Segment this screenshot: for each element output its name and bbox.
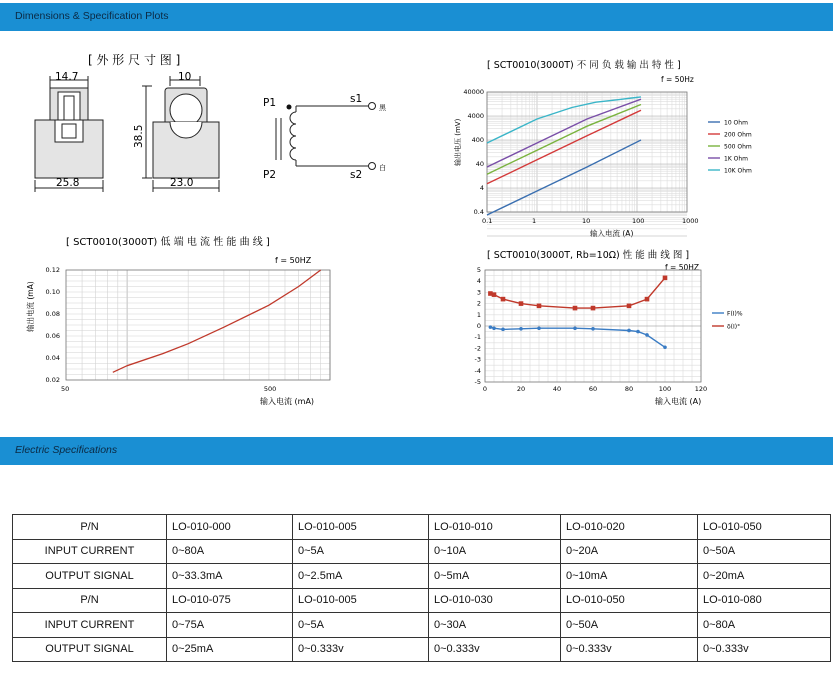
chart3-data-point xyxy=(627,304,632,309)
chart3-y-tick: -4 xyxy=(474,366,481,375)
label-s1: s1 xyxy=(350,93,363,105)
chart1-y-tick: 0.4 xyxy=(473,208,484,216)
spec-cell: 0~20mA xyxy=(698,564,831,589)
spec-row xyxy=(13,515,831,540)
chart3-data-point xyxy=(492,292,497,297)
chart3-legend-label: δ(I)° xyxy=(727,323,741,331)
chart1-y-tick: 4 xyxy=(479,184,484,192)
spec-cell: 0~25mA xyxy=(167,637,293,662)
spec-cell: LO-010-000 xyxy=(167,515,293,540)
chart2-y-tick: 0.02 xyxy=(45,376,60,384)
chart3-data-point xyxy=(537,304,542,309)
label-s2: s2 xyxy=(350,169,363,181)
chart3-data-point xyxy=(573,326,577,330)
chart1-series-line xyxy=(487,140,641,215)
spec-row xyxy=(13,564,831,589)
chart1-y-tick: 4000 xyxy=(467,112,484,120)
spec-row-label: INPUT CURRENT xyxy=(13,613,167,638)
dimensions-section-title: Dimensions & Specification Plots xyxy=(15,10,169,22)
chart1-legend-label: 500 Ohm xyxy=(724,143,752,151)
chart3-x-tick: 100 xyxy=(658,385,672,393)
chart3-x-tick: 20 xyxy=(516,385,526,393)
spec-cell: 0~80A xyxy=(698,613,831,638)
spec-cell: 0~80A xyxy=(167,539,293,564)
chart2-series-line xyxy=(113,270,321,372)
chart3-data-point xyxy=(519,301,524,306)
spec-cell: LO-010-080 xyxy=(698,588,831,613)
chart3-legend-label: F(I)% xyxy=(727,310,743,318)
spec-cell: 0~0.333v xyxy=(698,637,831,662)
label-black: 黑 xyxy=(379,104,386,112)
chart3-data-point xyxy=(645,297,650,302)
chart3-data-point xyxy=(537,326,541,330)
chart3-y-tick: -1 xyxy=(474,333,481,342)
spec-cell: 0~5A xyxy=(293,539,429,564)
spec-cell: LO-010-050 xyxy=(698,515,831,540)
label-p1: P1 xyxy=(263,97,277,109)
spec-cell: 0~2.5mA xyxy=(293,564,429,589)
chart3-x-tick: 120 xyxy=(694,385,708,393)
chart2-y-tick: 0.08 xyxy=(45,310,60,318)
chart3-y-tick: 1 xyxy=(476,310,481,319)
side-view xyxy=(35,76,103,192)
spec-cell: 0~0.333v xyxy=(561,637,698,662)
chart3-data-point xyxy=(645,333,649,337)
dim-14-7: 14.7 xyxy=(55,71,79,83)
chart1-legend-label: 10 Ohm xyxy=(724,119,748,127)
chart3-data-point xyxy=(573,306,578,311)
chart3-y-tick: 3 xyxy=(476,288,481,297)
spec-cell: 0~30A xyxy=(429,613,561,638)
chart1-legend-label: 10K Ohm xyxy=(724,167,752,175)
chart3-y-tick: 0 xyxy=(476,322,481,330)
spec-cell: LO-010-005 xyxy=(293,588,429,613)
chart1-x-tick: 1 xyxy=(532,217,537,225)
spec-cell: 0~33.3mA xyxy=(167,564,293,589)
chart2-x-tick: 50 xyxy=(61,385,70,393)
spec-cell: 0~75A xyxy=(167,613,293,638)
chart3-data-point xyxy=(663,276,668,281)
chart2-ylabel: 输出电流 (mA) xyxy=(26,281,35,332)
dim-38-5: 38.5 xyxy=(133,124,145,148)
chart3-xlabel: 输入电流 (A) xyxy=(655,397,702,406)
spec-cell: 0~5A xyxy=(293,613,429,638)
chart3-data-point xyxy=(489,325,493,329)
spec-cell: 0~0.333v xyxy=(429,637,561,662)
spec-row-label: INPUT CURRENT xyxy=(13,539,167,564)
label-white: 白 xyxy=(379,164,386,172)
spec-cell: LO-010-030 xyxy=(429,588,561,613)
chart3-x-tick: 60 xyxy=(588,385,598,393)
spec-cell: LO-010-010 xyxy=(429,515,561,540)
chart3-x-tick: 80 xyxy=(624,385,634,393)
chart3-data-point xyxy=(501,328,505,332)
chart3-y-tick: -5 xyxy=(474,378,481,386)
spec-cell: 0~10A xyxy=(429,539,561,564)
outline-title: [ 外 形 尺 寸 图 ] xyxy=(88,53,181,67)
chart1-xlabel: 输入电流 (A) xyxy=(590,229,634,238)
chart3-data-point xyxy=(492,326,496,330)
label-p2: P2 xyxy=(263,169,277,181)
chart3-y-tick: -3 xyxy=(474,355,481,364)
spec-row-label: OUTPUT SIGNAL xyxy=(13,564,167,589)
spec-cell: 0~50A xyxy=(561,613,698,638)
chart3-data-point xyxy=(591,327,595,331)
chart2-annotation: f = 50HZ xyxy=(275,256,312,265)
dim-10: 10 xyxy=(178,71,192,83)
chart3-data-point xyxy=(636,330,640,334)
dim-25-8: 25.8 xyxy=(56,177,80,189)
chart3-x-tick: 40 xyxy=(552,385,562,393)
electric-spec-table xyxy=(12,514,831,662)
chart3-data-point xyxy=(627,329,631,333)
spec-cell: LO-010-050 xyxy=(561,588,698,613)
chart3-annotation: f = 50HZ xyxy=(665,263,700,272)
spec-cell: 0~0.333v xyxy=(293,637,429,662)
dimensions-section-bar xyxy=(0,3,833,31)
chart2-x-tick: 500 xyxy=(263,385,277,393)
spec-cell: LO-010-005 xyxy=(293,515,429,540)
spec-cell: LO-010-075 xyxy=(167,588,293,613)
chart2-xlabel: 输入电流 (mA) xyxy=(260,397,315,406)
chart3-x-tick: 0 xyxy=(482,385,488,393)
chart1-annotation: f = 50Hz xyxy=(661,75,694,84)
spec-row-label: P/N xyxy=(13,588,167,613)
chart3-title: [ SCT0010(3000T, Rb=10Ω) 性 能 曲 线 图 ] xyxy=(487,250,690,261)
spec-row-label: P/N xyxy=(13,515,167,540)
electric-section-title: Electric Specifications xyxy=(15,444,118,456)
chart3-data-point xyxy=(519,327,523,331)
chart3-data-point xyxy=(663,345,667,349)
front-view xyxy=(142,76,219,192)
chart1-y-tick: 400 xyxy=(471,136,484,144)
chart3-y-tick: -2 xyxy=(474,344,481,353)
transformer-schematic xyxy=(276,103,376,170)
chart3-y-tick: 4 xyxy=(476,277,481,286)
electric-section-bar xyxy=(0,437,833,465)
chart1-legend-label: 200 Ohm xyxy=(724,131,752,139)
spec-cell: LO-010-020 xyxy=(561,515,698,540)
spec-row xyxy=(13,588,831,613)
low-current-chart xyxy=(20,228,340,413)
polarity-dot xyxy=(287,105,292,110)
chart1-y-tick: 40 xyxy=(475,160,484,168)
chart1-x-tick: 10 xyxy=(582,217,591,225)
chart2-title: [ SCT0010(3000T) 低 端 电 流 性 能 曲 线 ] xyxy=(66,237,270,248)
load-output-chart xyxy=(445,50,790,240)
chart3-y-tick: 5 xyxy=(476,266,481,274)
chart1-y-tick: 40000 xyxy=(463,88,484,96)
performance-curve-chart xyxy=(465,243,750,408)
chart1-x-tick: 100 xyxy=(632,217,645,225)
chart2-y-tick: 0.12 xyxy=(45,266,60,274)
chart1-x-tick: 0.1 xyxy=(482,217,493,225)
chart1-title: [ SCT0010(3000T) 不 同 负 载 输 出 特 性 ] xyxy=(487,60,681,71)
chart2-y-tick: 0.10 xyxy=(45,288,60,296)
spec-row-label: OUTPUT SIGNAL xyxy=(13,637,167,662)
spec-cell: 0~20A xyxy=(561,539,698,564)
dim-23-0: 23.0 xyxy=(170,177,194,189)
chart1-x-tick: 1000 xyxy=(682,217,699,225)
chart2-y-tick: 0.06 xyxy=(45,332,60,340)
spec-row xyxy=(13,539,831,564)
spec-row xyxy=(13,613,831,638)
chart3-data-point xyxy=(501,297,506,302)
chart3-data-point xyxy=(591,306,596,311)
chart1-legend-label: 1K Ohm xyxy=(724,155,749,163)
spec-row xyxy=(13,637,831,662)
chart2-y-tick: 0.04 xyxy=(45,354,60,362)
chart3-y-tick: 2 xyxy=(476,299,481,308)
outline-drawing xyxy=(0,40,420,200)
spec-cell: 0~5mA xyxy=(429,564,561,589)
spec-cell: 0~10mA xyxy=(561,564,698,589)
chart1-ylabel: 输出电压 (mV) xyxy=(454,118,462,166)
spec-cell: 0~50A xyxy=(698,539,831,564)
